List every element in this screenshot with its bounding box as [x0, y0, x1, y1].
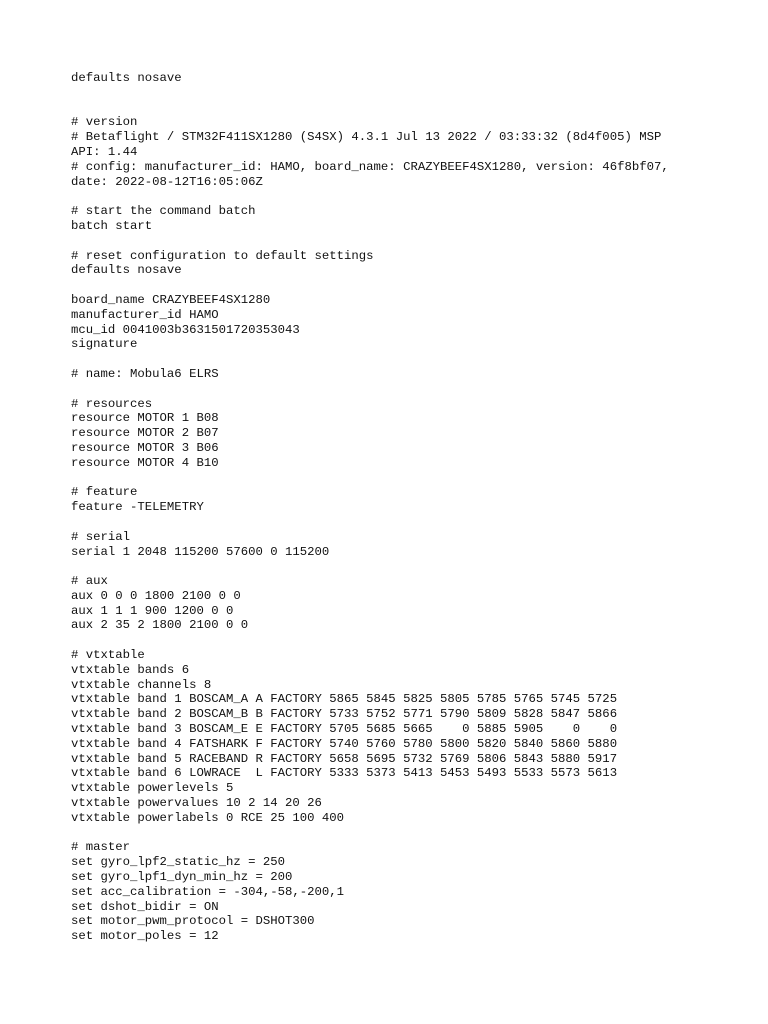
text-line: defaults nosave: [71, 263, 182, 278]
aux-line: aux 0 0 0 1800 2100 0 0: [71, 588, 241, 603]
section-comment-vtxtable: # vtxtable: [71, 648, 145, 663]
config-line-2: date: 2022-08-12T16:05:06Z: [71, 174, 263, 189]
text-line: defaults nosave: [71, 71, 182, 85]
vtxtable-line: vtxtable powerlabels 0 RCE 25 100 400: [71, 810, 345, 825]
version-line-1: # Betaflight / STM32F411SX1280 (S4SX) 4.3.1 Jul 13 2022 / 03:33:32 (8d4f005) MSP: [71, 130, 662, 145]
section-comment-resources: # resources: [71, 396, 153, 411]
config-line-1: # config: manufacturer_id: HAMO, board_name: CRAZYBEEF4SX1280, version: 46f8bf07,: [71, 159, 669, 174]
section-comment-master: # master: [71, 840, 131, 855]
blank-line: [71, 471, 711, 486]
version-line-2: API: 1.44: [71, 144, 138, 159]
vtxtable-band-line: vtxtable band 3 BOSCAM_E E FACTORY 5705 5685 5665 0 5885 5905 0 0: [71, 722, 618, 737]
resource-line: resource MOTOR 1 B08: [71, 411, 219, 426]
vtxtable-line: vtxtable bands 6: [71, 662, 190, 677]
blank-line: [71, 515, 711, 530]
vtxtable-band-line: vtxtable band 6 LOWRACE L FACTORY 5333 5373 5413 5453 5493 5533 5573 5613: [71, 766, 618, 781]
blank-line: [71, 278, 711, 293]
blank-line: [71, 633, 711, 648]
set-line: set dshot_bidir = ON: [71, 899, 219, 914]
feature-line: feature -TELEMETRY: [71, 500, 204, 515]
blank-line: [71, 826, 711, 841]
aux-line: aux 1 1 1 900 1200 0 0: [71, 603, 234, 618]
resource-line: resource MOTOR 3 B06: [71, 440, 219, 455]
blank-line: [71, 352, 711, 367]
board-name-line: board_name CRAZYBEEF4SX1280: [71, 292, 271, 307]
set-line: set gyro_lpf1_dyn_min_hz = 200: [71, 870, 293, 885]
section-comment-feature: # feature: [71, 485, 138, 500]
blank-line: [71, 382, 711, 397]
vtxtable-line: vtxtable channels 8: [71, 677, 212, 692]
section-comment-aux: # aux: [71, 574, 108, 589]
vtxtable-line: vtxtable powervalues 10 2 14 20 26: [71, 796, 322, 811]
text-line: batch start: [71, 218, 153, 233]
resource-line: resource MOTOR 4 B10: [71, 455, 219, 470]
section-comment-version: # version: [71, 115, 138, 130]
set-line: set acc_calibration = -304,-58,-200,1: [71, 884, 345, 899]
section-comment-reset: # reset configuration to default settings: [71, 248, 374, 263]
set-line: set gyro_lpf2_static_hz = 250: [71, 855, 286, 870]
blank-line: [71, 559, 711, 574]
set-line: set motor_poles = 12: [71, 929, 219, 944]
blank-line: [71, 189, 711, 204]
section-comment-batch: # start the command batch: [71, 204, 256, 219]
blank-line: [71, 86, 711, 101]
aux-line: aux 2 35 2 1800 2100 0 0: [71, 618, 249, 633]
manufacturer-id-line: manufacturer_id HAMO: [71, 307, 219, 322]
blank-line: [71, 234, 711, 249]
vtxtable-band-line: vtxtable band 4 FATSHARK F FACTORY 5740 5760 5780 5800 5820 5840 5860 5880: [71, 736, 618, 751]
vtxtable-line: vtxtable powerlevels 5: [71, 781, 234, 796]
config-dump-document: [71, 71, 711, 944]
serial-line: serial 1 2048 115200 57600 0 115200: [71, 544, 330, 559]
vtxtable-band-line: vtxtable band 1 BOSCAM_A A FACTORY 5865 5845 5825 5805 5785 5765 5745 5725: [71, 692, 618, 707]
set-line: set motor_pwm_protocol = DSHOT300: [71, 914, 315, 929]
vtxtable-band-line: vtxtable band 5 RACEBAND R FACTORY 5658 5695 5732 5769 5806 5843 5880 5917: [71, 751, 618, 766]
mcu-id-line: mcu_id 0041003b3631501720353043: [71, 322, 300, 337]
section-comment-serial: # serial: [71, 529, 131, 544]
resource-line: resource MOTOR 2 B07: [71, 426, 219, 441]
blank-line: [71, 101, 711, 116]
vtxtable-band-line: vtxtable band 2 BOSCAM_B B FACTORY 5733 5752 5771 5790 5809 5828 5847 5866: [71, 707, 618, 722]
name-comment-line: # name: Mobula6 ELRS: [71, 366, 219, 381]
signature-line: signature: [71, 337, 138, 352]
